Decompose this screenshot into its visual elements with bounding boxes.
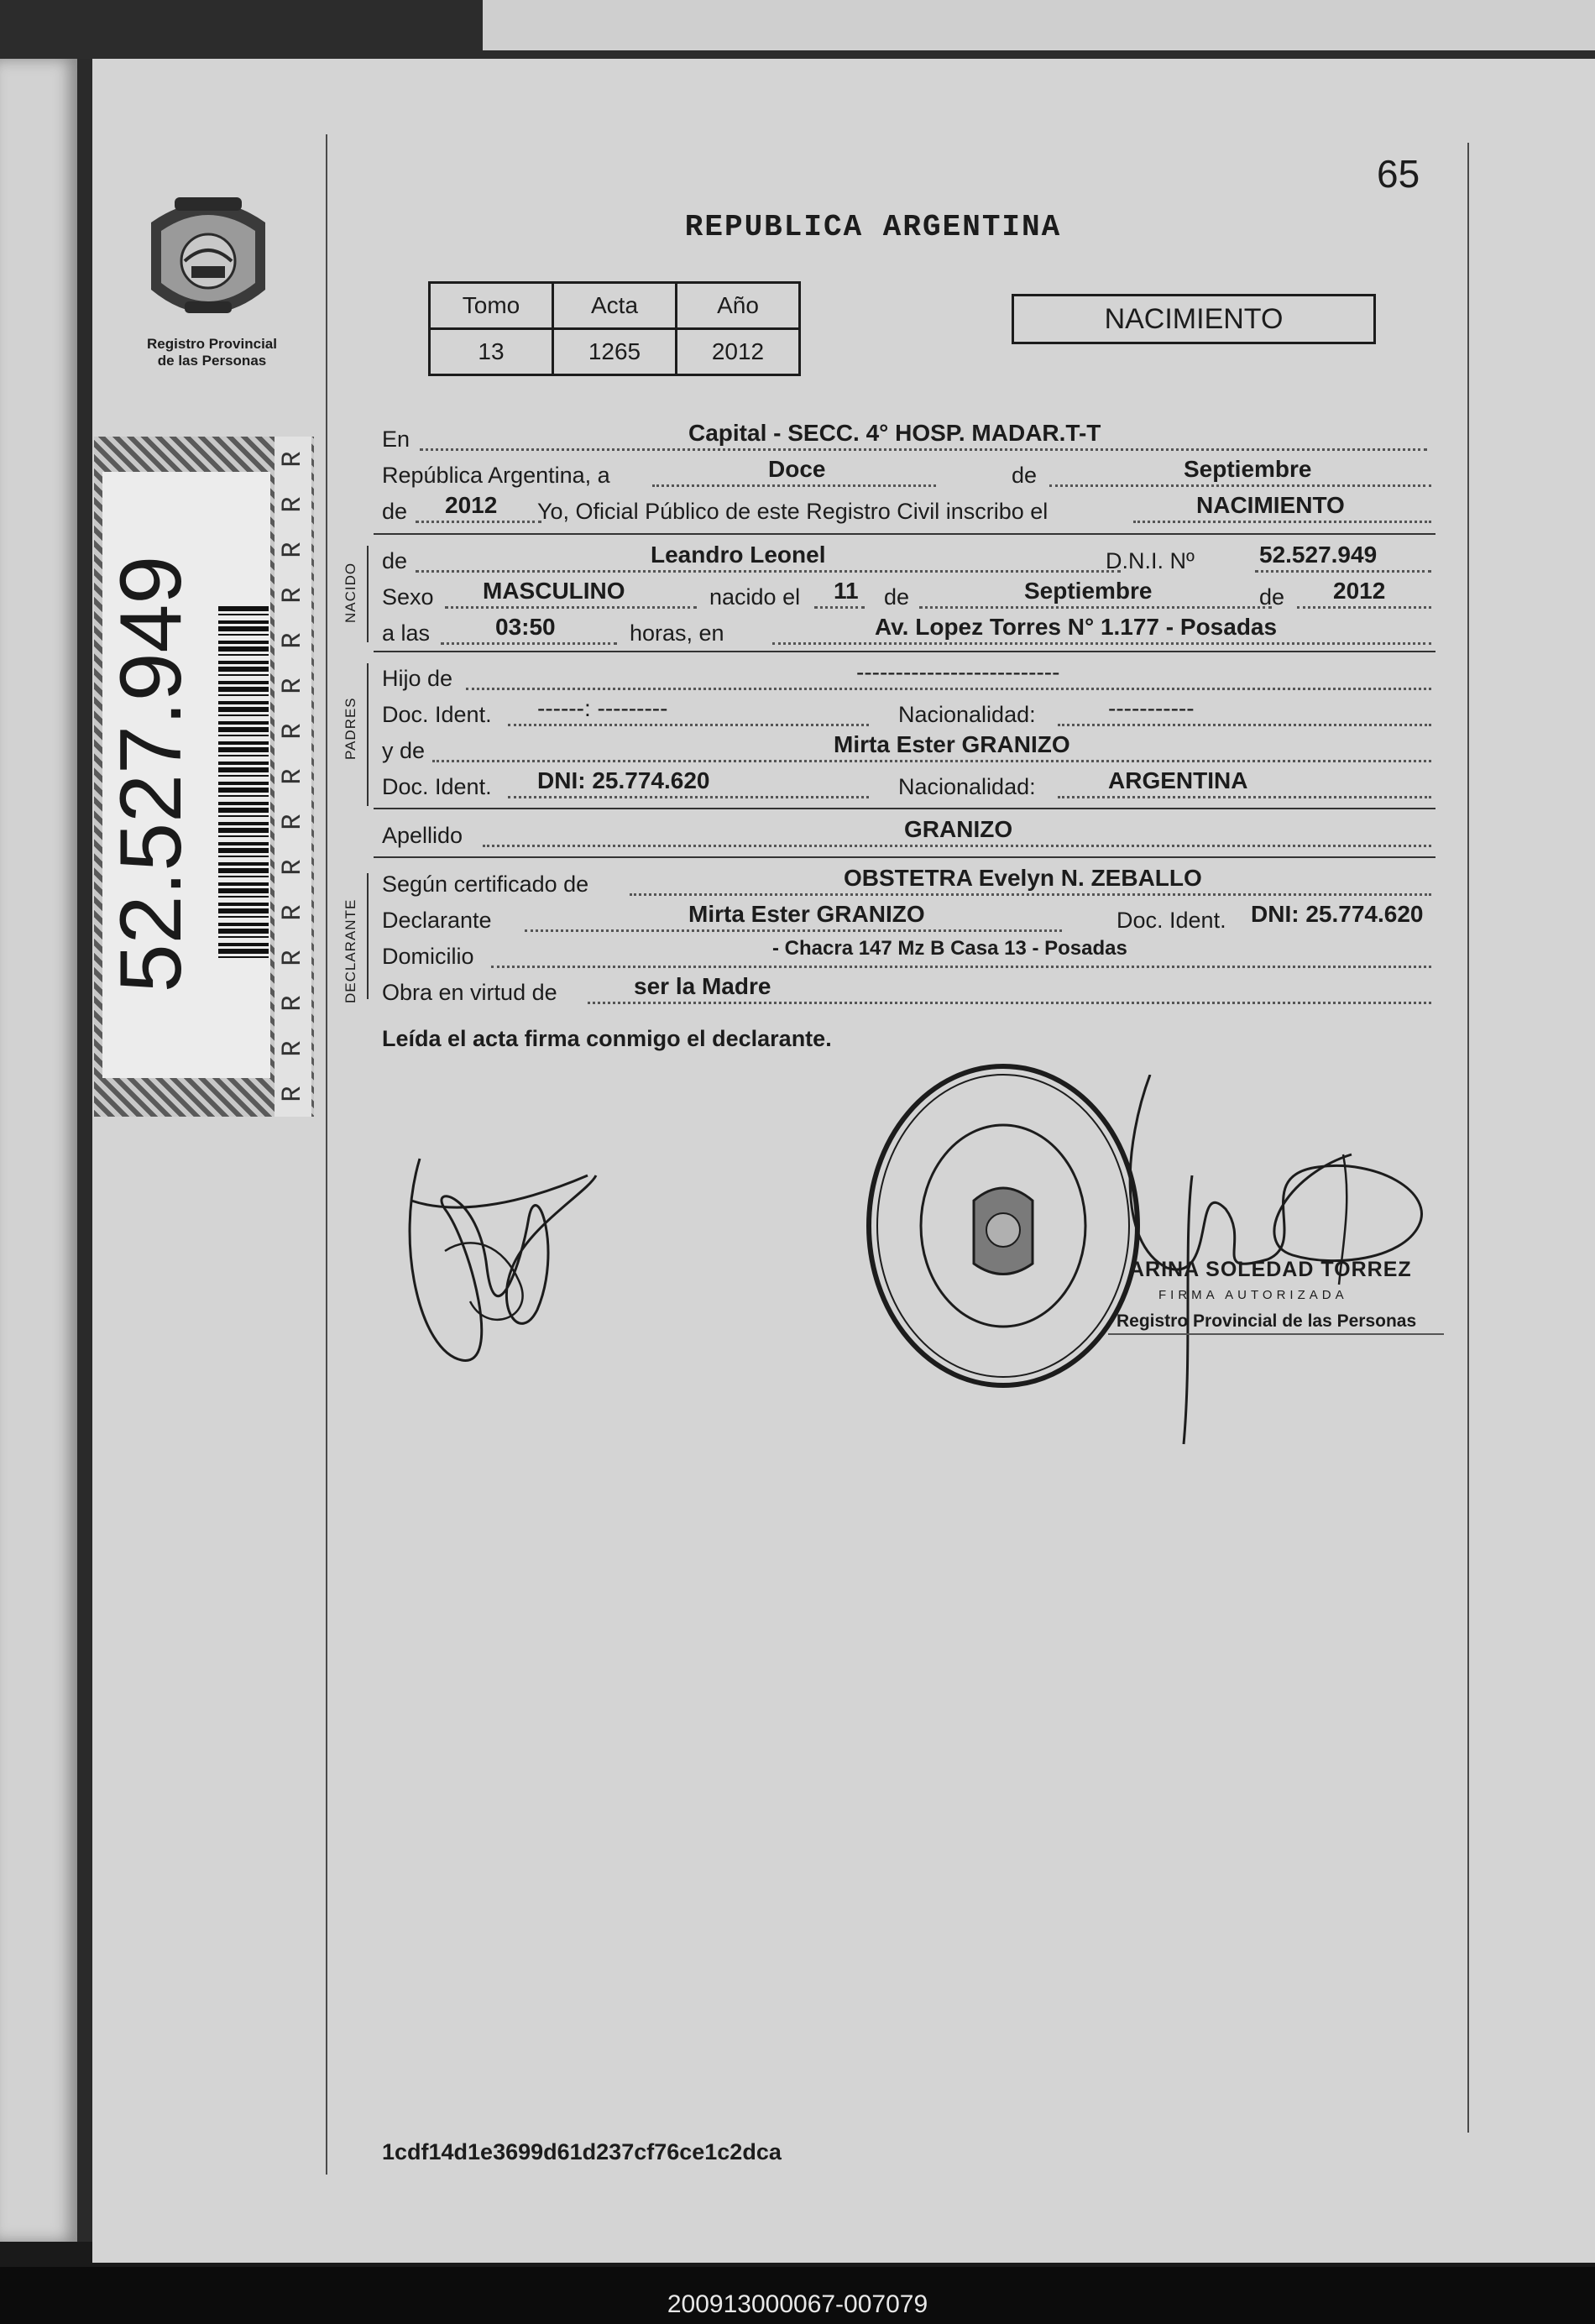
dotted-line: [588, 1002, 1431, 1004]
barcode-panel: [102, 472, 270, 1078]
section-rule: [374, 533, 1436, 535]
dotted-line: [814, 606, 865, 609]
barcode-sticker: [94, 437, 314, 1117]
horas-label: horas, en: [630, 620, 724, 646]
top-dark-strip: [0, 0, 1595, 59]
barcode-letter: R: [277, 950, 308, 966]
section-label-nacido: NACIDO: [343, 562, 358, 623]
registry-table-header-row: [430, 283, 800, 329]
barcode-letter: R: [277, 859, 308, 876]
dotted-line: [919, 606, 1272, 609]
registration-month: Septiembre: [1184, 456, 1312, 482]
row-child-name: [382, 542, 1436, 577]
registry-value-ano: 2012: [677, 329, 800, 375]
dotted-line: [652, 484, 936, 487]
certificado-label: Según certificado de: [382, 872, 589, 897]
seal-caption-line2: de las Personas: [157, 353, 267, 369]
authority-name: ARINA SOLEDAD TORREZ: [1129, 1258, 1412, 1281]
closing-statement: Leída el acta firma conmigo el declarante.: [382, 1026, 832, 1051]
declarante-label: Declarante: [382, 908, 492, 933]
dotted-line: [525, 929, 1062, 932]
row-sex-birth: [382, 578, 1436, 613]
dotted-line: [1058, 796, 1431, 798]
dotted-line: [416, 521, 541, 523]
barcode-letter: R: [277, 542, 308, 558]
padres-bracket: [367, 663, 369, 806]
row-date: [382, 456, 1436, 491]
declarant-domicile: - Chacra 147 Mz B Casa 13 - Posadas: [772, 937, 1127, 960]
registration-year: 2012: [445, 492, 498, 518]
domicilio-label: Domicilio: [382, 944, 474, 969]
barcode-letter: R: [277, 1040, 308, 1057]
signature-rule: [1108, 1333, 1444, 1335]
dotted-line: [483, 845, 1431, 847]
left-margin-line: [326, 134, 327, 2175]
row-mother-doc: [382, 767, 1436, 803]
de-label: de: [382, 548, 408, 573]
child-name: Leandro Leonel: [651, 542, 826, 568]
child-sex: MASCULINO: [483, 578, 625, 604]
row-statement: [382, 492, 1436, 527]
child-dni: 52.527.949: [1259, 542, 1378, 568]
declarant-relation: ser la Madre: [634, 973, 771, 999]
declarant-doc: DNI: 25.774.620: [1251, 901, 1424, 927]
barcode-bars: [218, 606, 269, 959]
doc-ident-label: Doc. Ident.: [1116, 908, 1226, 933]
alas-label: a las: [382, 620, 431, 646]
dotted-line: [441, 642, 617, 645]
certifier: OBSTETRA Evelyn N. ZEBALLO: [844, 865, 1202, 891]
registry-header-acta: Acta: [553, 283, 677, 329]
seal-caption-line1: Registro Provincial: [147, 336, 277, 352]
provincial-seal-logo: [141, 189, 275, 330]
barcode-letter: R: [277, 632, 308, 649]
registry-header-ano: Año: [677, 283, 800, 329]
row-domicile: [382, 937, 1436, 972]
barcode-letter: R: [277, 678, 308, 694]
birth-day: 11: [834, 578, 859, 604]
barcode-letter: R: [277, 723, 308, 740]
dotted-line: [1049, 484, 1431, 487]
barcode-letter: R: [277, 814, 308, 830]
row-place: [382, 420, 1436, 455]
dotted-line: [772, 642, 1431, 645]
dotted-line: [1297, 606, 1431, 609]
section-label-padres: PADRES: [343, 697, 358, 760]
barcode-letter: R: [277, 995, 308, 1012]
republica-label: República Argentina, a: [382, 463, 610, 488]
mother-name: Mirta Ester GRANIZO: [834, 731, 1070, 757]
registry-value-tomo: 13: [430, 329, 553, 375]
yde-label: y de: [382, 738, 426, 763]
barcode-letter-column: [275, 437, 311, 1117]
dotted-line: [1133, 521, 1431, 523]
birth-time: 03:50: [495, 614, 556, 640]
barcode-letter: R: [277, 904, 308, 921]
barcode-letter: R: [277, 587, 308, 604]
dotted-line: [1255, 570, 1431, 573]
dotted-line: [491, 966, 1431, 968]
dotted-line: [420, 448, 1427, 451]
dni-label: D.N.I. Nº: [1106, 548, 1195, 573]
nacionalidad-label: Nacionalidad:: [898, 702, 1036, 727]
obra-label: Obra en virtud de: [382, 980, 557, 1005]
barcode-letter: R: [277, 768, 308, 785]
statement-text: Yo, Oficial Público de este Registro Civil inscribo el: [537, 499, 1049, 524]
registration-place: Capital - SECC. 4° HOSP. MADAR.T-T: [688, 420, 1101, 446]
declarant-name: Mirta Ester GRANIZO: [688, 901, 925, 927]
section-rule: [374, 651, 1436, 652]
section-rule: [374, 856, 1436, 858]
de-label: de: [884, 584, 910, 610]
father-doc: ------: ---------: [537, 695, 668, 721]
mother-nationality: ARGENTINA: [1108, 767, 1248, 793]
nacido-bracket: [367, 546, 369, 642]
surname: GRANIZO: [904, 816, 1013, 842]
birth-month: Septiembre: [1024, 578, 1153, 604]
row-mother-name: [382, 731, 1436, 767]
nacionalidad-label: Nacionalidad:: [898, 774, 1036, 799]
registry-value-acta: 1265: [553, 329, 677, 375]
father-name: --------------------------: [856, 659, 1060, 685]
page-number: 65: [1377, 152, 1420, 196]
barcode-letter: R: [277, 451, 308, 468]
act-type: NACIMIENTO: [1196, 492, 1345, 518]
father-nationality: -----------: [1108, 695, 1195, 721]
birth-place: Av. Lopez Torres N° 1.177 - Posadas: [875, 614, 1278, 640]
row-time-place: [382, 614, 1436, 649]
dotted-line: [508, 724, 869, 726]
authority-office: Registro Provincial de las Personas: [1116, 1311, 1417, 1331]
dotted-line: [1058, 724, 1431, 726]
barcode-number: 52.527.949: [102, 555, 200, 993]
birth-year: 2012: [1333, 578, 1386, 604]
dotted-line: [630, 893, 1431, 896]
section-label-declarante: DECLARANTE: [343, 898, 358, 1003]
hijo-label: Hijo de: [382, 666, 453, 691]
section-rule: [374, 808, 1436, 809]
sexo-label: Sexo: [382, 584, 434, 610]
book-spine: [77, 59, 92, 2242]
registry-table: [428, 281, 801, 376]
barcode-letter: R: [277, 1086, 308, 1102]
dotted-line: [432, 760, 1431, 762]
nacido-label: nacido el: [709, 584, 801, 610]
registry-header-tomo: Tomo: [430, 283, 553, 329]
doc-ident-label: Doc. Ident.: [382, 774, 492, 799]
dotted-line: [466, 688, 1431, 690]
authority-role: FIRMA AUTORIZADA: [1158, 1288, 1348, 1302]
left-page-edge: [0, 59, 77, 2242]
seal-caption: [118, 336, 306, 369]
document-hash: 1cdf14d1e3699d61d237cf76ce1c2dca: [382, 2139, 782, 2164]
barcode-letter: R: [277, 496, 308, 513]
scan-id: 200913000067-007079: [667, 2290, 928, 2318]
de-label: de: [1259, 584, 1285, 610]
row-surname: [382, 816, 1436, 851]
declarante-bracket: [367, 873, 369, 999]
en-label: En: [382, 427, 411, 452]
de-label: de: [1012, 463, 1038, 488]
de-label: de: [382, 499, 408, 524]
registry-table-value-row: [430, 329, 800, 375]
document-type-box: NACIMIENTO: [1012, 294, 1376, 344]
dotted-line: [508, 796, 869, 798]
declarant-signature: [395, 1142, 604, 1369]
row-father-doc: [382, 695, 1436, 730]
mother-doc: DNI: 25.774.620: [537, 767, 710, 793]
apellido-label: Apellido: [382, 823, 463, 848]
row-father-name: [382, 659, 1436, 694]
dotted-line: [445, 606, 697, 609]
doc-ident-label: Doc. Ident.: [382, 702, 492, 727]
dotted-line: [416, 570, 1121, 573]
right-margin-line: [1467, 143, 1469, 2133]
registration-day: Doce: [768, 456, 826, 482]
previous-page-edge: [483, 0, 1595, 50]
row-obra: [382, 973, 1436, 1008]
row-declarant: [382, 901, 1436, 936]
page-title: REPUBLICA ARGENTINA: [684, 210, 1062, 244]
row-certificate: [382, 865, 1436, 900]
